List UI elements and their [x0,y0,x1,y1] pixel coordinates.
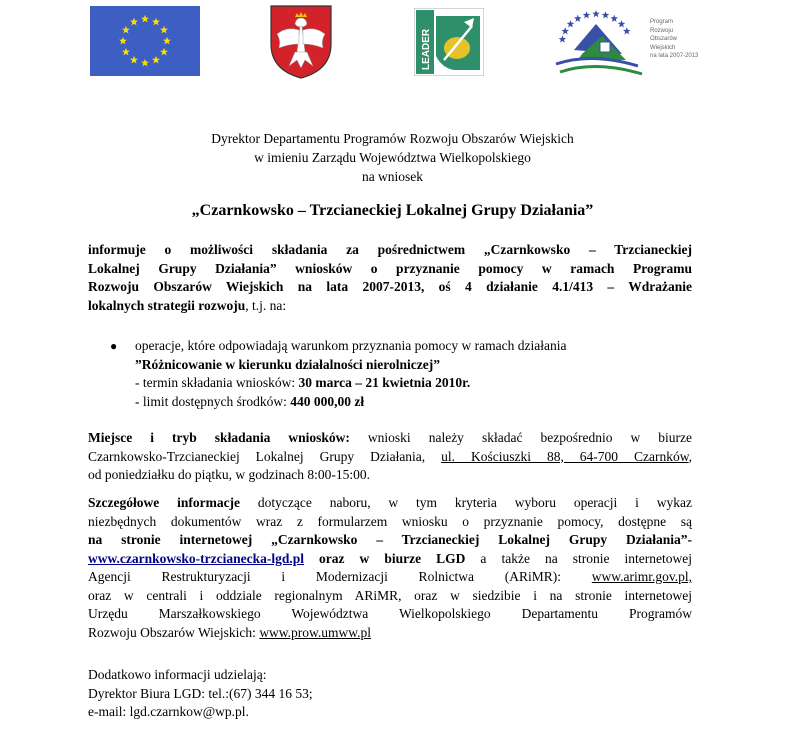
details-line: niezbędnych dokumentów wraz z formularzem wniosku o przyznanie pomocy, dostępne są [88,513,692,529]
details-label: Szczegółowe informacje [88,495,241,510]
prow-line: Wiejskich [650,44,676,51]
place-hours: od poniedziałku do piątku, w godzinach 8:00-15:00. [88,467,370,482]
deadline-label: - termin składania wniosków: [135,375,299,390]
header-line: na wniosek [361,169,424,184]
header-line: w imieniu Zarządu Województwa Wielkopolskiego [254,150,531,165]
bullet-limit [110,393,670,412]
bullet-deadline [110,374,670,393]
contact-email: e-mail: lgd.czarnkow@wp.pl. [88,704,249,719]
intro-line-bold: lokalnych strategii rozwoju [88,297,246,313]
details-text: dotyczące naboru, w tym kryteria wyboru operacji i wykaz [240,495,692,510]
star-icon [592,10,600,17]
star-icon [574,15,582,22]
bullet-line: operacje, które odpowiadają warunkom przyznania pomocy w ramach działania [135,338,567,353]
prow-line: Rozwoju [650,27,674,34]
details-paragraph [88,494,692,642]
intro-line: Rozwoju Obszarów Wiejskich na lata 2007-2013, oś 4 działanie 4.1/413 – Wdrażanie [88,279,692,294]
wielkopolska-crest-logo [269,4,333,80]
lgd-website-link[interactable]: www.czarnkowsko-trzcianecka-lgd.pl [88,550,304,566]
star-icon [567,20,575,27]
details-text: oraz w biurze LGD [304,550,466,566]
star-icon [561,27,569,34]
place-line [88,429,692,448]
bullet-list [110,337,670,411]
star-icon [618,20,626,27]
bullet-dot-icon: ● [110,339,118,353]
intro-paragraph [88,241,692,315]
prow-line: Obszarów [650,36,678,43]
prow-logo [552,4,699,78]
intro-line-rest: , t.j. na: [245,297,287,313]
bullet-line: ”Różnicowanie w kierunku działalności nierolniczej” [135,356,441,372]
details-text: Rozwoju Obszarów Wiejskich: [88,624,260,640]
leader-logo [414,8,484,76]
contact-block [88,666,692,722]
arimr-link[interactable]: www.arimr.gov.pl, [591,569,692,584]
star-icon [602,11,610,18]
prow-umww-link[interactable]: www.prow.umww.pl [259,624,372,640]
intro-line: informuje o możliwości składania za pośrednictwem „Czarnkowsko – Trzcianeckiej [88,242,692,257]
star-icon [559,35,567,42]
deadline-value: 30 marca – 21 kwietnia 2010r. [298,375,471,390]
details-line [88,550,692,569]
star-icon [623,27,631,34]
prow-line: Program [650,19,674,25]
header-block [0,129,785,186]
details-line [88,568,692,587]
intro-line: Lokalnej Grupy Działania” wniosków o przyznanie pomocy w ramach Programu [88,260,692,276]
details-line: Urzędu Marszałkowskiego Województwa Wielkopolskiego Departamentu Programów [88,606,692,621]
leader-text: LEADER [421,28,432,70]
place-label: Miejsce i tryb składania wniosków: [88,430,350,445]
details-line: oraz w centrali i oddziale regionalnym ARiMR, oraz w siedzibie i na stronie internetowej [88,587,692,603]
place-line [88,448,692,467]
star-icon [583,11,591,18]
office-address: ul. Kościuszki 88, 64-700 Czarnków [441,448,689,464]
place-text: wnioski należy składać bezpośrednio w biurze [349,430,692,445]
contact-phone: Dyrektor Biura LGD: tel.:(67) 344 16 53; [88,685,313,701]
contact-line: Dodatkowo informacji udzielają: [88,667,267,682]
details-line: na stronie internetowej „Czarnkowsko – Trzcianeckiej Lokalnej Grupy Działania”- [88,532,692,547]
details-line [88,494,692,513]
place-text: Czarnkowsko-Trzcianeckiej Lokalnej Grupy Działania, [88,448,442,464]
prow-line: na lata 2007-2013 [650,53,699,60]
limit-label: - limit dostępnych środków: [135,393,291,409]
star-icon [610,15,618,22]
header-line: Dyrektor Departamentu Programów Rozwoju Obszarów Wiejskich [211,131,574,146]
details-line [88,625,371,640]
document-title: „Czarnkowsko – Trzcianeckiej Lokalnej Grupy Działania” [191,202,594,219]
limit-value: 440 000,00 zł [290,393,365,409]
logo-bar [0,4,785,80]
eu-flag-logo [90,6,200,76]
place-paragraph [88,429,692,485]
prow-text [650,18,698,61]
place-text: , [688,448,692,464]
details-text: a także na stronie internetowej [465,550,692,566]
details-text: Agencji Restrukturyzacji i Modernizacji Rolnictwa (ARiMR): [88,569,592,584]
